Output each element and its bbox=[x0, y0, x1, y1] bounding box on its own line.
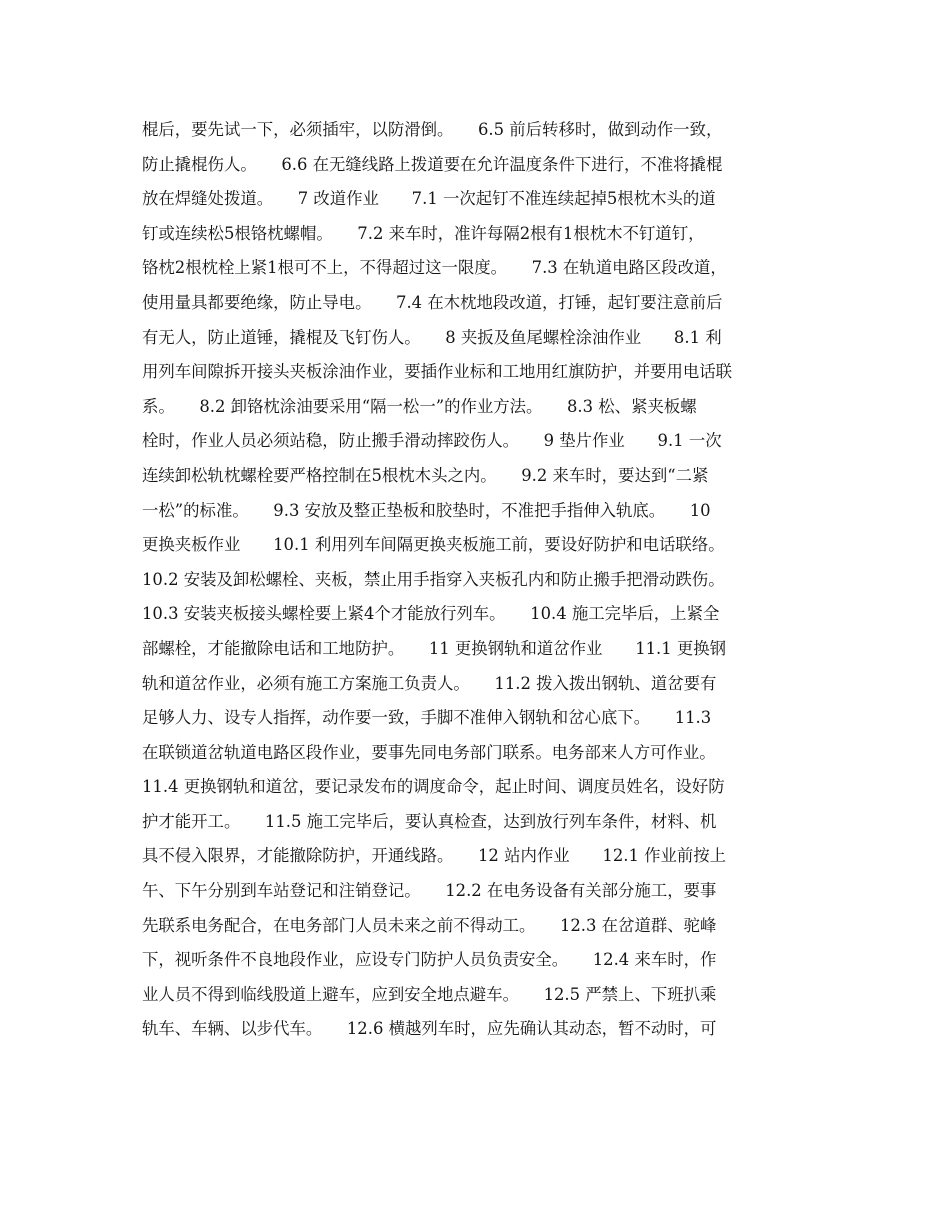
text-line: 轨和道岔作业，必须有施工方案施工负责人。 11.2 拨入拨出钢轨、道岔要有 bbox=[142, 673, 717, 693]
text-line: 更换夹板作业 10.1 利用列车间隔更换夹板施工前，要设好防护和电话联络。 bbox=[142, 535, 725, 555]
text-line: 有无人，防止道锤，撬棍及飞钉伤人。 8 夹扳及鱼尾螺栓涂油作业 8.1 利 bbox=[142, 327, 722, 347]
text-line: 棍后，要先试一下，必须插牢，以防滑倒。 6.5 前后转移时，做到动作一致， bbox=[142, 120, 723, 139]
text-line: 先联系电务配合，在电务部门人员未来之前不得动工。 12.3 在岔道群、驼峰 bbox=[142, 915, 717, 935]
text-line: 11.4 更换钢轨和道岔，要记录发布的调度命令，起止时间、调度员姓名，设好防 bbox=[142, 777, 725, 797]
text-line: 下，视听条件不良地段作业，应设专门防护人员负责安全。 12.4 来车时，作 bbox=[142, 950, 717, 970]
text-line: 钉或连续松5根铬枕螺帽。 7.2 来车时，准许每隔2根有1根枕木不钉道钉， bbox=[142, 223, 705, 243]
text-line: 系。 8.2 卸铬枕涂油要采用“隔一松一”的作业方法。 8.3 松、紧夹板螺 bbox=[142, 396, 697, 416]
text-line: 足够人力、设专人指挥，动作要一致，手脚不准伸入钢轨和岔心底下。 11.3 bbox=[142, 708, 712, 728]
text-line: 栓时，作业人员必须站稳，防止搬手滑动摔跤伤人。 9 垫片作业 9.1 一次 bbox=[142, 431, 722, 451]
text-line: 放在焊缝处拨道。 7 改道作业 7.1 一次起钉不准连续起掉5根枕木头的道 bbox=[142, 189, 716, 209]
text-line: 连续卸松轨枕螺栓要严格控制在5根枕木头之内。 9.2 来车时，要达到“二紧 bbox=[142, 465, 709, 485]
text-line: 防止撬棍伤人。 6.6 在无缝线路上拨道要在允许温度条件下进行，不准将撬棍 bbox=[142, 154, 723, 174]
text-line: 业人员不得到临线股道上避车，应到安全地点避车。 12.5 严禁上、下班扒乘 bbox=[142, 984, 717, 1004]
body-text bbox=[142, 113, 812, 1047]
text-line: 在联锁道岔轨道电路区段作业，要事先同电务部门联系。电务部来人方可作业。 bbox=[142, 742, 716, 762]
text-line: 午、下午分别到车站登记和注销登记。 12.2 在电务设备有关部分施工，要事 bbox=[142, 881, 717, 901]
text-line: 铬枕2根枕栓上紧1根可不上，不得超过这一限度。 7.3 在轨道电路区段改道， bbox=[142, 258, 727, 278]
text-line: 一松”的标准。 9.3 安放及整正垫板和胶垫时，不准把手指伸入轨底。 10 bbox=[142, 500, 711, 520]
text-line: 用列车间隙拆开接头夹板涂油作业，要插作业标和工地用红旗防护，并要用电话联 bbox=[142, 362, 733, 382]
text-line: 轨车、车辆、以步代车。 12.6 横越列车时，应先确认其动态，暂不动时，可 bbox=[142, 1019, 717, 1039]
text-line: 10.3 安装夹板接头螺栓要上紧4个才能放行列车。 10.4 施工完毕后，上紧全 bbox=[142, 604, 720, 624]
text-line: 10.2 安装及卸松螺栓、夹板，禁止用手指穿入夹板孔内和防止搬手把滑动跌伤。 bbox=[142, 569, 725, 589]
text-line: 护才能开工。 11.5 施工完毕后，要认真检查，达到放行列车条件，材料、机 bbox=[142, 811, 717, 831]
text-line: 具不侵入限界，才能撤除防护，开通线路。 12 站内作业 12.1 作业前按上 bbox=[142, 846, 727, 866]
text-line: 部螺栓，才能撤除电话和工地防护。 11 更换钢轨和道岔作业 11.1 更换钢 bbox=[142, 638, 727, 658]
text-line: 使用量具都要绝缘，防止导电。 7.4 在木枕地段改道，打锤，起钉要注意前后 bbox=[142, 292, 723, 312]
